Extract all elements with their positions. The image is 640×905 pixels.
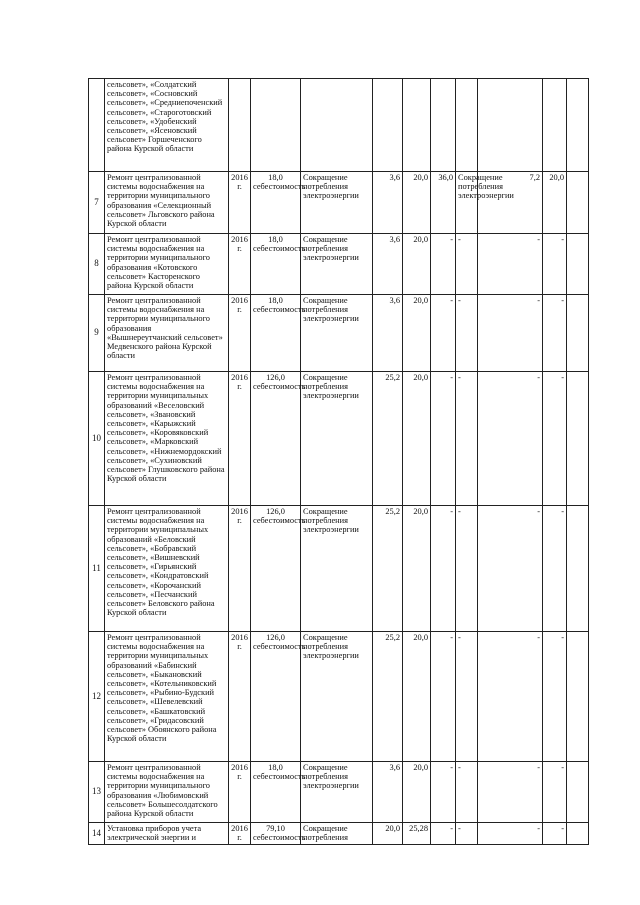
value-1-cell: 25,2 bbox=[373, 506, 403, 632]
cost-unit: себестоимость bbox=[253, 642, 306, 652]
value-5-cell bbox=[543, 79, 567, 172]
effect-2-cell: - bbox=[456, 823, 478, 845]
row-number: 12 bbox=[89, 632, 105, 762]
value-1-cell bbox=[373, 79, 403, 172]
value-3-cell bbox=[431, 79, 456, 172]
value-2-cell: 20,0 bbox=[403, 295, 431, 372]
empty-cell bbox=[567, 506, 589, 632]
year-cell: 2016 г. bbox=[229, 632, 251, 762]
effect-2-cell: - bbox=[456, 506, 478, 632]
value-4-cell: - bbox=[478, 295, 543, 372]
measure-name: Ремонт централизованной системы водоснабжения на территории муниципального образования «Селекционный сельсовет» Льговского района Курской области bbox=[105, 172, 229, 234]
empty-cell bbox=[567, 234, 589, 295]
cost-unit: себестоимость bbox=[253, 305, 306, 315]
value-5-cell: - bbox=[543, 372, 567, 506]
cost-value: 18,0 bbox=[268, 235, 283, 244]
cost-value: 126,0 bbox=[266, 507, 285, 516]
value-4-cell: - bbox=[478, 372, 543, 506]
empty-cell bbox=[567, 632, 589, 762]
cost-cell bbox=[251, 506, 306, 632]
effect-cell: Сокращение потребления электроэнергии bbox=[301, 632, 373, 762]
cost-unit: себестоимость bbox=[253, 833, 306, 843]
value-3-cell: - bbox=[431, 372, 456, 506]
cost-unit: себестоимость bbox=[253, 516, 306, 526]
value-4-cell: - bbox=[478, 762, 543, 823]
measure-name: Ремонт централизованной системы водоснабжения на территории муниципальных образований «Веселовский сельсовет», «Звановский сельсовет», «Карыжский сельсовет», «Коровяковский сельсовет», «Марковский сельсовет», «Нижнемордокский сельсовет», «Сухиновский сельсовет» Глушковского района Курской области bbox=[105, 372, 229, 506]
value-4-cell: - bbox=[478, 632, 543, 762]
value-4-cell: - bbox=[478, 823, 543, 845]
value-3-cell: - bbox=[431, 234, 456, 295]
cost-cell bbox=[251, 632, 306, 762]
measure-name: Ремонт централизованной системы водоснабжения на территории муниципального образования «Котовского сельсовет» Касторенского района Курской области bbox=[105, 234, 229, 295]
row-number: 8 bbox=[89, 234, 105, 295]
cost-cell bbox=[251, 762, 306, 823]
table-row bbox=[89, 632, 589, 762]
year-cell: 2016 г. bbox=[229, 762, 251, 823]
value-3-cell: - bbox=[431, 295, 456, 372]
empty-cell bbox=[567, 372, 589, 506]
value-5-cell: 20,0 bbox=[543, 172, 567, 234]
cost-cell bbox=[251, 823, 306, 845]
table-row bbox=[89, 823, 589, 845]
table-row bbox=[89, 172, 589, 234]
value-3-cell: - bbox=[431, 823, 456, 845]
cost-unit: себестоимость bbox=[253, 772, 306, 782]
empty-cell bbox=[567, 762, 589, 823]
value-1-cell: 25,2 bbox=[373, 372, 403, 506]
value-3-cell: - bbox=[431, 762, 456, 823]
table-row bbox=[89, 762, 589, 823]
table-row bbox=[89, 79, 589, 172]
cost-value: 18,0 bbox=[268, 763, 283, 772]
cost-value: 126,0 bbox=[266, 373, 285, 382]
year-cell: 2016 г. bbox=[229, 234, 251, 295]
year-cell bbox=[229, 79, 251, 172]
row-number: 14 bbox=[89, 823, 105, 845]
value-4-cell bbox=[478, 79, 543, 172]
value-4-cell: - bbox=[478, 234, 543, 295]
value-2-cell: 20,0 bbox=[403, 372, 431, 506]
value-1-cell: 25,2 bbox=[373, 632, 403, 762]
value-5-cell: - bbox=[543, 823, 567, 845]
effect-cell bbox=[301, 79, 373, 172]
table-body bbox=[89, 79, 589, 845]
row-number: 11 bbox=[89, 506, 105, 632]
cost-cell bbox=[251, 234, 306, 295]
row-number: 13 bbox=[89, 762, 105, 823]
value-3-cell: - bbox=[431, 632, 456, 762]
year-cell: 2016 г. bbox=[229, 506, 251, 632]
value-1-cell: 3,6 bbox=[373, 762, 403, 823]
empty-cell bbox=[567, 79, 589, 172]
value-4-cell: 7,2 bbox=[478, 172, 543, 234]
value-2-cell: 25,28 bbox=[403, 823, 431, 845]
effect-cell: Сокращение потребления электроэнергии bbox=[301, 506, 373, 632]
cost-cell bbox=[251, 79, 301, 172]
value-2-cell: 20,0 bbox=[403, 234, 431, 295]
value-1-cell: 20,0 bbox=[373, 823, 403, 845]
value-2-cell: 20,0 bbox=[403, 172, 431, 234]
value-5-cell: - bbox=[543, 632, 567, 762]
effect-cell: Сокращение потребления электроэнергии bbox=[301, 762, 373, 823]
cost-cell bbox=[251, 172, 306, 234]
measure-name: сельсовет», «Солдатский сельсовет», «Сосновский сельсовет», «Средниепоченский сельсовет», «Староготовский сельсовет», «Удобенский сельсовет», «Ясеновский сельсовет» Горшеченского района Курской области bbox=[105, 79, 229, 172]
measure-name: Ремонт централизованной системы водоснабжения на территории муниципальных образований «Беловский сельсовет», «Бобравский сельсовет», «Вишневский сельсовет», «Гирьянский сельсовет», «Кондратовский сельсовет», «Корочанский сельсовет», «Песчанский сельсовет» Беловского района Курской области bbox=[105, 506, 229, 632]
cost-value: 18,0 bbox=[268, 296, 283, 305]
effect-2-cell bbox=[456, 79, 478, 172]
cost-unit: себестоимость bbox=[253, 382, 306, 392]
effect-cell: Сокращение потребления электроэнергии bbox=[301, 234, 373, 295]
effect-cell: Сокращение потребления электроэнергии bbox=[301, 295, 373, 372]
value-3-cell: 36,0 bbox=[431, 172, 456, 234]
measure-name: Ремонт централизованной системы водоснабжения на территории муниципального образования «Любимовский сельсовет» Большесолдатского района Курской области bbox=[105, 762, 229, 823]
row-number: 10 bbox=[89, 372, 105, 506]
value-2-cell: 20,0 bbox=[403, 762, 431, 823]
effect-cell: Сокращение потребления электроэнергии bbox=[301, 372, 373, 506]
value-5-cell: - bbox=[543, 506, 567, 632]
value-3-cell: - bbox=[431, 506, 456, 632]
measure-name: Установка приборов учета электрической энергии и bbox=[105, 823, 229, 845]
value-5-cell: - bbox=[543, 762, 567, 823]
row-number bbox=[89, 79, 105, 172]
table-row bbox=[89, 506, 589, 632]
cost-cell bbox=[251, 295, 306, 372]
value-1-cell: 3,6 bbox=[373, 234, 403, 295]
row-number: 7 bbox=[89, 172, 105, 234]
empty-cell bbox=[567, 172, 589, 234]
cost-value: 126,0 bbox=[266, 633, 285, 642]
year-cell: 2016 г. bbox=[229, 295, 251, 372]
effect-2-cell: - bbox=[456, 762, 478, 823]
value-1-cell: 3,6 bbox=[373, 172, 403, 234]
cost-value: 18,0 bbox=[268, 173, 283, 182]
cost-unit: себестоимость bbox=[253, 182, 306, 192]
effect-2-cell: - bbox=[456, 234, 478, 295]
cost-cell bbox=[251, 372, 306, 506]
value-5-cell: - bbox=[543, 234, 567, 295]
measures-table bbox=[88, 78, 589, 845]
value-2-cell bbox=[403, 79, 431, 172]
effect-cell: Сокращение потребления bbox=[301, 823, 373, 845]
year-cell: 2016 г. bbox=[229, 823, 251, 845]
year-cell: 2016 г. bbox=[229, 172, 251, 234]
value-2-cell: 20,0 bbox=[403, 632, 431, 762]
effect-cell: Сокращение потребления электроэнергии bbox=[301, 172, 373, 234]
table-row bbox=[89, 234, 589, 295]
effect-2-cell: - bbox=[456, 632, 478, 762]
value-2-cell: 20,0 bbox=[403, 506, 431, 632]
value-5-cell: - bbox=[543, 295, 567, 372]
cost-value: 79,10 bbox=[266, 824, 285, 833]
value-4-cell: - bbox=[478, 506, 543, 632]
empty-cell bbox=[567, 823, 589, 845]
effect-2-cell: - bbox=[456, 295, 478, 372]
value-1-cell: 3,6 bbox=[373, 295, 403, 372]
year-cell: 2016 г. bbox=[229, 372, 251, 506]
table-row bbox=[89, 372, 589, 506]
row-number: 9 bbox=[89, 295, 105, 372]
measure-name: Ремонт централизованной системы водоснабжения на территории муниципальных образований «Бабинский сельсовет», «Быкановский сельсовет», «Котельниковский сельсовет», «Рыбино-Будский сельсовет», «Шевелевский сельсовет», «Башкатовский сельсовет», «Гридасовский сельсовет» Обоянского района Курской области bbox=[105, 632, 229, 762]
effect-2-cell: Сокращение потребления электроэнергии bbox=[456, 172, 478, 234]
table-row bbox=[89, 295, 589, 372]
measure-name: Ремонт централизованной системы водоснабжения на территории муниципального образования «Вышнереутчанский сельсовет» Медвенского района Курской области bbox=[105, 295, 229, 372]
empty-cell bbox=[567, 295, 589, 372]
effect-2-cell: - bbox=[456, 372, 478, 506]
cost-unit: себестоимость bbox=[253, 244, 306, 254]
